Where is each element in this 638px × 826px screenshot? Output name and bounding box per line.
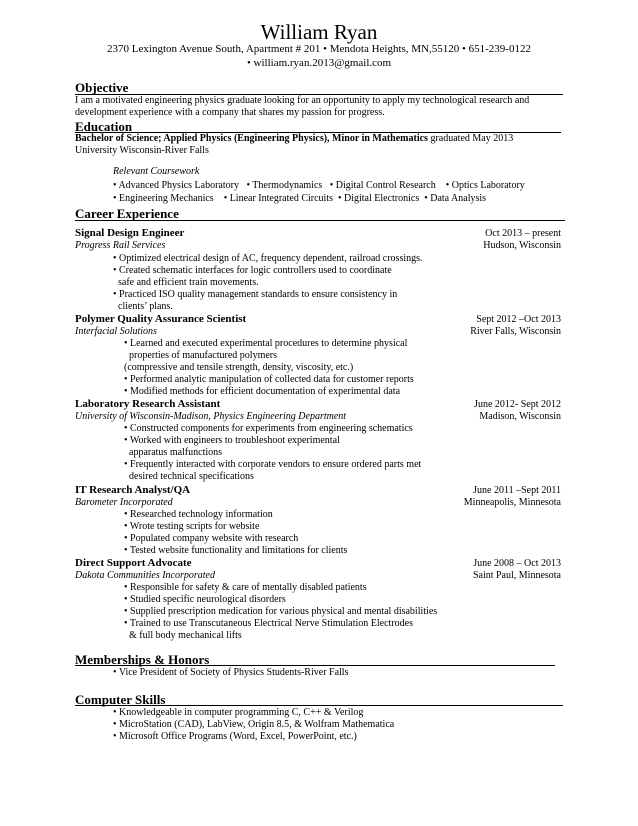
job-bullet: • Performed analytic manipulation of collected data for customer reports <box>124 374 414 385</box>
objective-heading: Objective <box>75 80 129 95</box>
job-bullet: clients’ plans. <box>113 301 173 312</box>
job-location: Madison, Wisconsin <box>479 411 561 422</box>
job-bullet: • Optimized electrical design of AC, frequency dependent, railroad crossings. <box>113 253 423 264</box>
memberships-rule <box>75 665 555 666</box>
job-bullet: • Responsible for safety & care of mentally disabled patients <box>124 582 367 593</box>
job-bullet: desired technical specifications <box>124 471 254 482</box>
job-dates: Sept 2012 –Oct 2013 <box>476 314 561 325</box>
job-bullet: • Tested website functionality and limitations for clients <box>124 545 348 556</box>
job-bullet: • Constructed components for experiments from engineering schematics <box>124 423 413 434</box>
education-heading: Education <box>75 119 133 134</box>
school: University Wisconsin-River Falls <box>75 145 209 156</box>
skill-item: • Microsoft Office Programs (Word, Excel, PowerPoint, etc.) <box>113 731 357 742</box>
job-dates: Oct 2013 – present <box>485 228 561 239</box>
job-title: Signal Design Engineer <box>75 227 185 239</box>
job-title: Laboratory Research Assistant <box>75 398 221 410</box>
coursework-label: Relevant Coursework <box>113 166 200 177</box>
skills-rule <box>75 705 563 706</box>
courses-row-2: • Engineering Mechanics • Linear Integrated Circuits • Digital Electronics • Data Analysis <box>113 193 487 204</box>
job-bullet: • Frequently interacted with corporate vendors to ensure ordered parts met <box>124 459 422 470</box>
address-line: 2370 Lexington Avenue South, Apartment # 201 • Mendota Heights, MN,55120 • 651-239-0122 <box>107 43 531 55</box>
job-bullet: properties of manufactured polymers <box>124 350 278 361</box>
candidate-name: William Ryan <box>260 20 378 44</box>
graduation-date: graduated May 2013 <box>427 133 514 144</box>
job-bullet: • Created schematic interfaces for logic controllers used to coordinate <box>113 265 392 276</box>
job-bullet: • Worked with engineers to troubleshoot experimental <box>124 435 340 446</box>
job-dates: June 2011 –Sept 2011 <box>473 485 561 496</box>
job-location: Hudson, Wisconsin <box>483 240 561 251</box>
career-heading: Career Experience <box>75 206 179 221</box>
courses-row-1: • Advanced Physics Laboratory • Thermodynamics • Digital Control Research • Optics Laboratory <box>113 180 525 191</box>
job-location: Saint Paul, Minnesota <box>472 570 561 581</box>
job-bullet: • Trained to use Transcutaneous Electrical Nerve Stimulation Electrodes <box>124 618 413 629</box>
career-rule <box>75 220 565 221</box>
skills-heading: Computer Skills <box>75 692 166 707</box>
degree-line <box>75 133 513 145</box>
job-bullet: • Populated company website with research <box>124 533 299 544</box>
job-company: University of Wisconsin-Madison, Physics Engineering Department <box>75 411 347 422</box>
job-title: Polymer Quality Assurance Scientist <box>75 313 247 325</box>
skill-item: • Knowledgeable in computer programming C, C++ & Verilog <box>113 707 364 718</box>
degree: Bachelor of Science; Applied Physics (Engineering Physics), Minor in Mathematics <box>75 133 428 144</box>
objective-text-2: development experience with a company that shares my passion for progress. <box>75 107 385 118</box>
job-location: River Falls, Wisconsin <box>470 326 561 337</box>
job-title: Direct Support Advocate <box>75 557 192 569</box>
job-bullet: • Studied specific neurological disorders <box>124 594 286 605</box>
job-dates: June 2008 – Oct 2013 <box>473 558 561 569</box>
job-bullet: • Practiced ISO quality management standards to ensure consistency in <box>113 289 398 300</box>
membership-item: • Vice President of Society of Physics Students-River Falls <box>113 667 349 678</box>
job-title: IT Research Analyst/QA <box>75 484 191 496</box>
job-bullet: apparatus malfunctions <box>124 447 223 458</box>
objective-text-1: I am a motivated engineering physics graduate looking for an opportunity to apply my technological research and <box>75 95 530 106</box>
job-dates: June 2012- Sept 2012 <box>474 399 561 410</box>
job-bullet: • Modified methods for efficient documentation of experimental data <box>124 386 401 397</box>
job-location: Minneapolis, Minnesota <box>463 497 561 508</box>
job-bullet: • Wrote testing scripts for website <box>124 521 260 532</box>
job-bullet: safe and efficient train movements. <box>113 277 259 288</box>
memberships-heading: Memberships & Honors <box>75 652 210 667</box>
job-company: Interfacial Solutions <box>75 326 157 337</box>
job-bullet: (compressive and tensile strength, density, viscosity, etc.) <box>124 362 354 373</box>
skill-item: • MicroStation (CAD), LabView, Origin 8.5, & Wolfram Mathematica <box>113 719 395 730</box>
job-company: Dakota Communities Incorporated <box>75 570 215 581</box>
job-company: Progress Rail Services <box>75 240 166 251</box>
job-bullet: • Supplied prescription medication for various physical and mental disabilities <box>124 606 438 617</box>
job-bullet: & full body mechanical lifts <box>124 630 242 641</box>
job-company: Barometer Incorporated <box>75 497 173 508</box>
job-bullet: • Learned and executed experimental procedures to determine physical <box>124 338 408 349</box>
job-bullet: • Researched technology information <box>124 509 273 520</box>
email-line: • william.ryan.2013@gmail.com <box>246 57 392 69</box>
